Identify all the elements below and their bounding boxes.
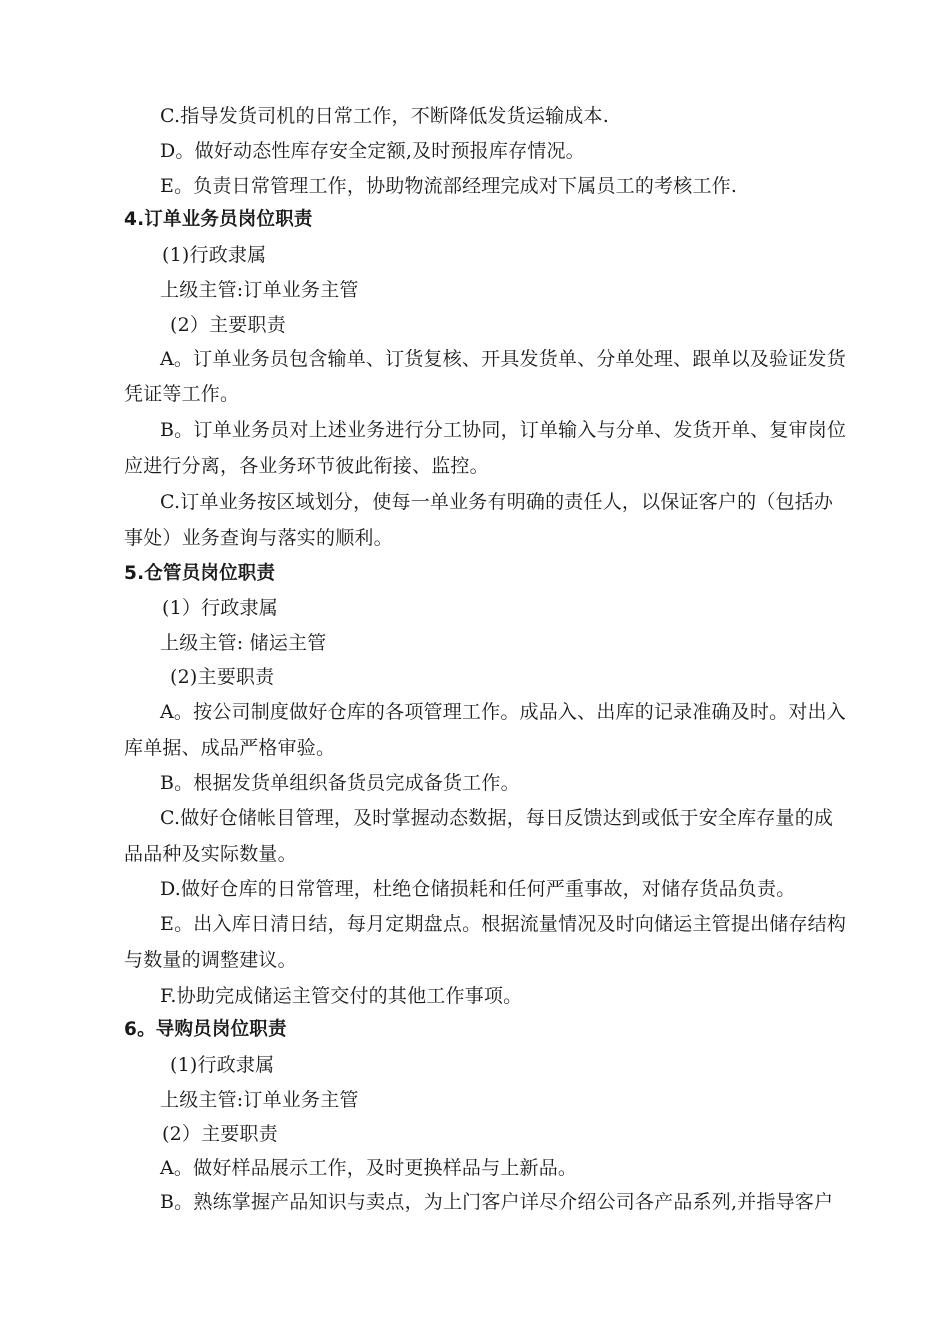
text-line: C.订单业务按区域划分，使每一单业务有明确的责任人，以保证客户的（包括办 xyxy=(160,491,834,513)
text-line: B。根据发货单组织备货员完成备货工作。 xyxy=(160,772,520,794)
text-line: C.指导发货司机的日常工作，不断降低发货运输成本. xyxy=(160,105,609,127)
section-heading: 4.订单业务员岗位职责 xyxy=(124,209,313,230)
text-line: (2）主要职责 xyxy=(162,1123,278,1145)
text-line: 与数量的调整建议。 xyxy=(124,949,297,971)
text-line: 应进行分离，各业务环节彼此衔接、监控。 xyxy=(124,455,489,477)
text-line: D.做好仓库的日常管理，杜绝仓储损耗和任何严重事故，对储存货品负责。 xyxy=(160,878,796,900)
text-line: 凭证等工作。 xyxy=(124,383,240,405)
text-line: A。订单业务员包含输单、订货复核、开具发货单、分单处理、跟单以及验证发货 xyxy=(160,348,846,370)
text-line: E。出入库日清日结，每月定期盘点。根据流量情况及时向储运主管提出储存结构 xyxy=(160,913,847,935)
text-line: (1）行政隶属 xyxy=(162,597,278,619)
text-line: A。做好样品展示工作，及时更换样品与上新品。 xyxy=(160,1157,578,1179)
text-line: 库单据、成品严格审验。 xyxy=(124,737,336,759)
text-line: 上级主管:订单业务主管 xyxy=(160,1089,359,1111)
text-line: D。做好动态性库存安全定额,及时预报库存情况。 xyxy=(160,140,585,162)
text-line: (2）主要职责 xyxy=(170,314,286,336)
text-line: 事处）业务查询与落实的顺利。 xyxy=(124,527,393,549)
text-line: 上级主管:订单业务主管 xyxy=(160,279,359,301)
section-heading: 5.仓管员岗位职责 xyxy=(124,563,276,584)
text-line: (1)行政隶属 xyxy=(162,244,267,266)
text-line: A。按公司制度做好仓库的各项管理工作。成品入、出库的记录准确及时。对出入 xyxy=(160,701,846,723)
text-line: F.协助完成储运主管交付的其他工作事项。 xyxy=(160,985,523,1007)
text-line: B。订单业务员对上述业务进行分工协同，订单输入与分单、发货开单、复审岗位 xyxy=(160,419,847,441)
text-line: E。负责日常管理工作，协助物流部经理完成对下属员工的考核工作. xyxy=(160,175,738,197)
section-heading: 6。导购员岗位职责 xyxy=(124,1019,287,1040)
text-line: (1)行政隶属 xyxy=(170,1054,275,1076)
text-line: (2)主要职责 xyxy=(170,666,275,688)
text-line: 品品种及实际数量。 xyxy=(124,843,297,865)
text-line: 上级主管: 储运主管 xyxy=(160,632,327,654)
text-line: C.做好仓储帐目管理，及时掌握动态数据，每日反馈达到或低于安全库存量的成 xyxy=(160,807,834,829)
text-line: B。熟练掌握产品知识与卖点，为上门客户详尽介绍公司各产品系列,并指导客户 xyxy=(160,1191,834,1213)
